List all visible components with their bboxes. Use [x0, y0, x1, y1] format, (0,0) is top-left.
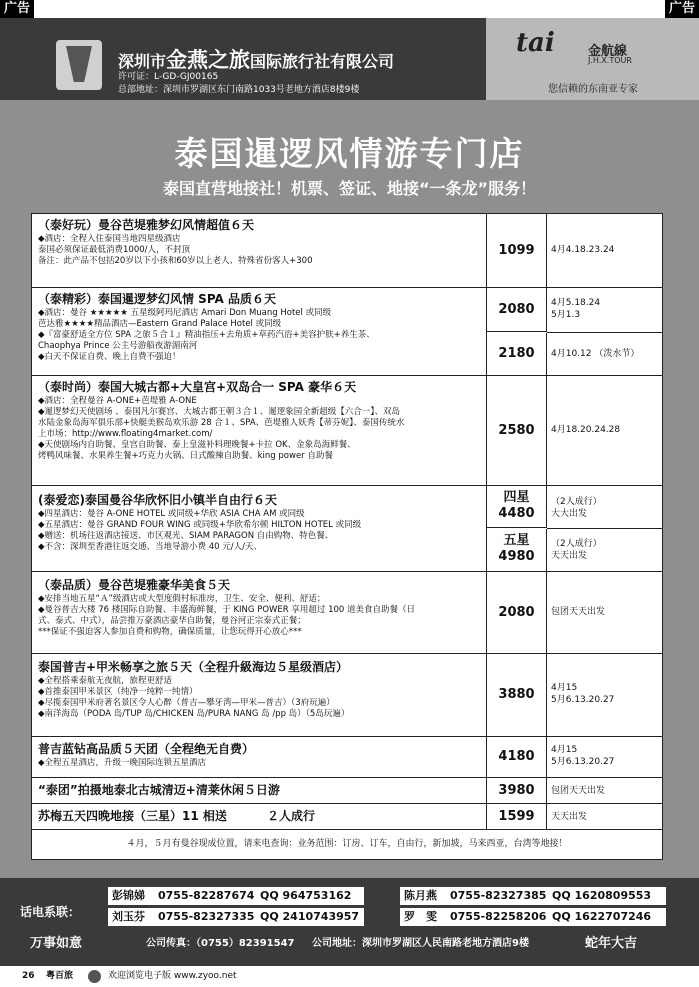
tour-title: （泰精彩）泰国暹逻梦幻风情 SPA 品质６天: [38, 292, 276, 306]
ad-label-right: 广告: [665, 0, 699, 18]
footer: [0, 878, 699, 966]
main-panel: [0, 100, 699, 878]
tour-dates: 4月10.12 （泼水节）: [551, 349, 640, 359]
tour-desc: [32, 376, 487, 485]
page-number: 26: [22, 971, 35, 981]
contact-phone[interactable]: 0755-82258206: [450, 910, 547, 923]
tour-dates: 天天出发: [551, 812, 588, 822]
tour-price-group: [487, 486, 547, 528]
contact-card: [400, 887, 666, 905]
notice: ４月，５月有曼谷现成位置，请来电查询：业务范围：订房、订车，自由行，新加坡，马来西亚，台湾等地接！: [126, 839, 568, 849]
tour-row: [32, 288, 662, 376]
tour-desc: [32, 572, 487, 653]
contact-name: 罗 雯: [404, 910, 437, 923]
footer-fax: 公司传真：（0755）82391547: [146, 938, 295, 949]
tour-line: Chaophya Prince 公主号游船夜游湄南河: [38, 341, 198, 351]
tour-line: ◆尽揽泰国甲米府著名景区令人心醉（普吉—攀牙湾—甲米—普吉）（3府玩遍）: [38, 698, 335, 708]
tour-title: 苏梅五天四晚地接（三星）11 相送 ２人成行: [38, 809, 316, 823]
company-logo-icon: [56, 40, 102, 90]
contact-qq[interactable]: QQ 2410743957: [260, 910, 360, 923]
tour-line: 芭达雅★★★★精品酒店—Eastern Grand Palace Hotel 或同级: [38, 319, 282, 329]
tour-desc: [32, 804, 487, 829]
tour-row: [32, 376, 662, 486]
website[interactable]: 欢迎浏览电子版 www.zyoo.net: [108, 971, 237, 981]
tour-dates: 4月5.18.24 5月1.3: [551, 298, 601, 320]
tour-line: 烤鸭风味餐、水果养生餐+巧克力火锅、日式酸辣自助餐、king power 自助餐: [38, 451, 333, 461]
contact-phone[interactable]: 0755-82327385: [450, 889, 547, 902]
tour-line: ◆暹逻梦幻天使剧场 、泰国凡尔赛宫、大城古都王朝３合１、暹逻象园全新超级【六合一】、双岛: [38, 407, 400, 417]
partner-name-cn: 金航線: [588, 44, 628, 59]
tour-dates: （2人成行） 大大出发: [551, 497, 602, 519]
hq-address: 总部地址：深圳市罗湖区东门南路1033号老地方酒店8楼9楼: [118, 85, 360, 95]
tour-title: （泰好玩）曼谷芭堤雅梦幻风情超值６天: [38, 218, 255, 232]
tour-dates: 4月18.20.24.28: [551, 425, 621, 435]
tour-price: 1599: [487, 804, 547, 829]
ad-label-left: 广告: [0, 0, 34, 18]
tour-line: ◆赠送：机场往返酒店接送、市区观光、SIAM PARAGON 自由购物、特色餐、: [38, 531, 334, 541]
publication-name: 粤百旅: [46, 971, 74, 981]
license: 许可证：L-GD-GJ00165: [118, 72, 219, 82]
contact-qq[interactable]: QQ 1620809553: [552, 889, 652, 902]
tour-line: ◆安排当地五星“Ａ”级酒店或大型度假村标准房，卫生、安全、便利、舒适；: [38, 594, 326, 604]
partner-name-en: J.H.X.TOUR: [588, 56, 632, 65]
tour-line: ◆首推泰国甲米景区（纯净一纯粹一纯情）: [38, 687, 198, 697]
page-footer: [0, 966, 699, 987]
tour-title: 泰国普吉+甲米畅享之旅５天（全程升級海边５星级酒店）: [38, 660, 349, 674]
tour-line: 备注：此产品不包括20岁以下小孩和60岁以上老人、特殊省份客人+300: [38, 256, 313, 266]
tour-row: [32, 572, 662, 654]
tour-price: 2580: [487, 376, 547, 485]
footer-bar: [0, 933, 699, 955]
tour-title: （泰时尚）泰国大城古都+大皇宫+双岛合一 SPA 豪华６天: [38, 380, 357, 394]
tour-title: “泰团”拍摄地泰北古城清迈+清莱休闲５日游: [38, 783, 280, 797]
partner-slogan: 您信赖的东南亚专家: [548, 84, 638, 95]
footer-greeting-left: 万事如意: [30, 936, 83, 951]
contact-card: [400, 908, 666, 926]
footer-greeting-right: 蛇年大吉: [585, 936, 638, 951]
tour-price: 4480: [498, 506, 535, 521]
tour-star: 五星: [503, 533, 530, 548]
tour-dates: （2人成行） 天天出发: [551, 539, 602, 561]
tour-line: ◆『富豪舒适全方位 SPA 之旅５合１』精油指压+去角质+草药汽浴+美容护肤+养生茶、: [38, 330, 375, 340]
contact-qq[interactable]: QQ 1622707246: [552, 910, 652, 923]
contact-phone[interactable]: 0755-82327335: [158, 910, 255, 923]
tour-row: [32, 737, 662, 778]
tour-line: ◆不含：深圳至香港往返交通、当地导游小费 40 元/人/天、: [38, 542, 262, 552]
tour-title: 普吉蓝钻高品质５天团（全程绝无自费）: [38, 742, 255, 756]
tour-line: ◆天使剧场内自助餐、皇宫自助餐、泰上皇滋补料理晚餐+卡拉 OK、金象岛海鲜餐、: [38, 440, 356, 450]
contact-qq[interactable]: QQ 964753162: [260, 889, 352, 902]
tour-line: ◆酒店：全程入住泰国当地四星级酒店: [38, 234, 181, 244]
tour-dates: 包团天天出发: [551, 786, 606, 796]
tour-line: ◆酒店：全程曼谷 A-ONE+芭堤雅 A-ONE: [38, 396, 197, 406]
tour-line: ◆全程搭乘泰航无夜航，旅程更舒适: [38, 676, 173, 686]
tour-price: 4980: [498, 549, 535, 564]
tour-table: [31, 213, 663, 860]
tour-dates: 4月15 5月6.13.20.27: [551, 683, 615, 705]
tour-desc: [32, 486, 487, 571]
contact-name: 彭锦娣: [112, 889, 145, 902]
tour-line: ***保证不强迫客人参加自费和购物，确保质量，让您玩得开心放心***: [38, 627, 302, 637]
tour-line: ◆四星酒店：曼谷 A-ONE HOTEL 或同级+华欣 ASIA CHA AM 或同级: [38, 509, 305, 519]
contact-name: 刘玉芬: [112, 910, 145, 923]
tour-row: [32, 804, 662, 830]
tour-title: (泰爱恋)泰国曼谷华欣怀旧小镇半自由行６天: [38, 493, 277, 507]
tour-desc: [32, 214, 487, 287]
company-brand: 金燕之旅: [166, 48, 251, 72]
tour-line: 上市场：http://www.floating4market.com/: [38, 429, 213, 439]
tour-row: [32, 654, 662, 737]
tour-line: ◆南洋海岛（PODA 岛/TUP 岛/CHICKEN 岛/PURA NANG 岛 /pp 岛）（5岛玩遍）: [38, 709, 350, 719]
tour-line: 泰国必须保证最低消费1000/人，不封顶: [38, 245, 190, 255]
tour-dates: 包团天天出发: [551, 607, 606, 617]
tour-price: 1099: [487, 214, 547, 287]
contact-phone[interactable]: 0755-82287674: [158, 889, 255, 902]
tour-dates: 4月4.18.23.24: [551, 245, 615, 255]
tour-desc: [32, 778, 487, 803]
tour-line: ◆曼谷普吉大楼 76 楼国际自助餐、丰盛海鲜餐，于 KING POWER 享用超过 100 道美食自助餐（日: [38, 605, 416, 615]
tour-price: 2080: [487, 288, 547, 332]
tour-price: 2180: [487, 333, 547, 375]
tour-desc: [32, 288, 487, 375]
tour-price: 2080: [487, 572, 547, 653]
tour-line: 式、泰式、中式），品尝推万豪酒店豪华自助餐，曼谷河正宗泰式正餐；: [38, 616, 306, 626]
tour-line: ◆五星酒店：曼谷 GRAND FOUR WING 或同级+华欣希尔顿 HILTON HOTEL 或同级: [38, 520, 362, 530]
tour-desc: [32, 654, 487, 736]
contact-name: 陈月燕: [404, 889, 437, 902]
tour-price: 3980: [487, 778, 547, 803]
tour-dates: 4月15 5月6.13.20.27: [551, 745, 615, 767]
headline: 泰国暹逻风情游专门店: [174, 134, 525, 173]
contact-card: [108, 908, 364, 926]
company-suffix: 国际旅行社有限公司: [250, 52, 395, 71]
ad-strip: [0, 0, 699, 18]
subheadline: 泰国直营地接社！机票、签证、地接“一条龙”服务！: [162, 179, 537, 198]
contact-card: [108, 887, 364, 905]
contact-label: 话电系联：: [20, 905, 81, 919]
company-prefix: 深圳市: [118, 52, 167, 71]
tour-price: 3880: [487, 654, 547, 736]
tour-row: [32, 778, 662, 804]
tour-line: ◆白天不保证自费、晚上自费不强迫！: [38, 352, 181, 362]
tour-price: 4180: [487, 737, 547, 777]
partner-brand: [486, 18, 699, 100]
tour-title: （泰品质）曼谷芭堤雅豪华美食５天: [38, 578, 231, 592]
tour-row: [32, 486, 662, 572]
tour-desc: [32, 737, 487, 777]
publication-logo-icon: [88, 970, 101, 983]
tour-line: ◆全程五星酒店，升级一晚国际连锁五星酒店: [38, 758, 207, 768]
tour-line: ◆酒店：曼谷 ★★★★★ 五星级阿玛尼酒店 Amari Don Muang Hotel 或同级: [38, 308, 332, 318]
tour-star: 四星: [503, 490, 530, 505]
footer-address: 公司地址：深圳市罗湖区人民南路老地方酒店9楼: [312, 938, 529, 949]
tour-price-group: [487, 529, 547, 571]
tour-row: [32, 214, 662, 288]
tour-line: 水陆金象岛海军俱乐部+快艇美猴岛欢乐游 28 合１、SPA、芭堤雅人妖秀【蒂芬妮】、泰国传统水: [38, 418, 405, 428]
partner-logo: tai: [516, 28, 555, 58]
